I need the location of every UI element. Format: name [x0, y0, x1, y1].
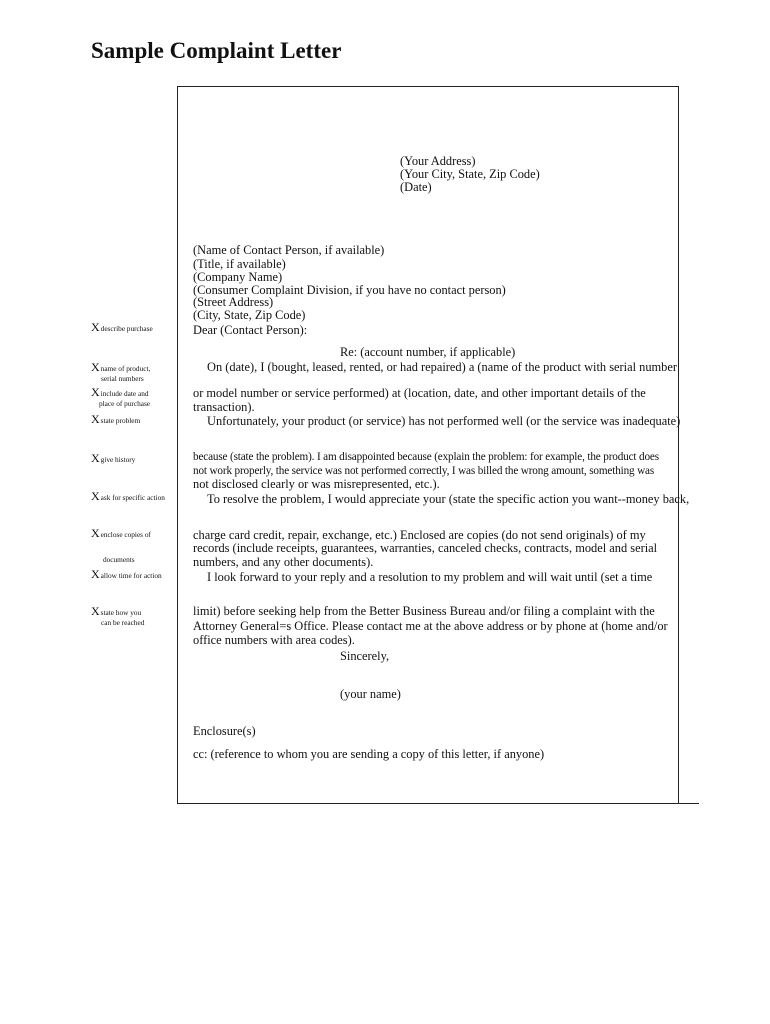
recipient-city-state-zip: (City, State, Zip Code): [193, 308, 306, 322]
x-mark: X: [91, 360, 100, 374]
sender-date: (Date): [400, 180, 432, 194]
recipient-contact: (Name of Contact Person, if available): [193, 243, 385, 257]
margin-note-give-history: Xgive history: [91, 451, 136, 465]
margin-note-ask-action: Xask for specific action: [91, 489, 165, 503]
body-line: transaction).: [193, 400, 255, 414]
margin-note-allow-time: Xallow time for action: [91, 567, 162, 581]
margin-note-place-of-purchase: place of purchase: [99, 399, 151, 408]
margin-note-enclose-copies: Xenclose copies of: [91, 526, 151, 540]
body-line: because (state the problem). I am disappointed because (explain the problem: for example, the product does: [193, 451, 659, 463]
body-line: I look forward to your reply and a resolution to my problem and will wait until (set a time: [207, 570, 653, 584]
body-line: numbers, and any other documents).: [193, 555, 374, 569]
body-line: Attorney General=s Office. Please contact me at the above address or by phone at (home and/or: [193, 619, 668, 633]
recipient-title: (Title, if available): [193, 257, 286, 271]
body-line: office numbers with area codes).: [193, 633, 355, 647]
margin-note-can-be-reached: can be reached: [101, 618, 145, 627]
margin-note-include-date: Xinclude date and: [91, 385, 149, 399]
margin-note-documents: documents: [103, 555, 135, 564]
recipient-street: (Street Address): [193, 295, 274, 309]
x-mark: X: [91, 604, 100, 618]
recipient-company: (Company Name): [193, 270, 283, 284]
body-line: not work properly, the service was not performed correctly, I was billed the wrong amount, something was: [193, 465, 655, 477]
page-title: Sample Complaint Letter: [91, 38, 342, 63]
x-mark: X: [91, 567, 100, 581]
margin-note-describe-purchase: Xdescribe purchase: [91, 320, 153, 334]
recipient-division: (Consumer Complaint Division, if you have no contact person): [193, 283, 506, 297]
cc-line: cc: (reference to whom you are sending a copy of this letter, if anyone): [193, 747, 545, 761]
body-line: limit) before seeking help from the Better Business Bureau and/or filing a complaint with the: [193, 604, 655, 618]
margin-note-name-of-product: Xname of product,: [91, 360, 151, 374]
body-line: or model number or service performed) at (location, date, and other important details of the: [193, 386, 646, 400]
closing: Sincerely,: [340, 649, 390, 663]
signature: (your name): [340, 687, 401, 701]
body-line: charge card credit, repair, exchange, etc.) Enclosed are copies (do not send originals) of my: [193, 528, 646, 542]
x-mark: X: [91, 526, 100, 540]
sender-city-state-zip: (Your City, State, Zip Code): [400, 167, 540, 181]
body-line: Unfortunately, your product (or service) has not performed well (or the service was inadequate): [207, 414, 681, 428]
sender-address: (Your Address): [400, 154, 476, 168]
enclosure: Enclosure(s): [193, 724, 256, 738]
x-mark: X: [91, 385, 100, 399]
x-mark: X: [91, 451, 100, 465]
salutation: Dear (Contact Person):: [193, 323, 308, 337]
body-line: To resolve the problem, I would appreciate your (state the specific action you want--money back,: [207, 492, 690, 506]
body-line: records (include receipts, guarantees, warranties, canceled checks, contracts, model and serial: [193, 541, 658, 555]
margin-note-serial-numbers: serial numbers: [101, 374, 144, 383]
x-mark: X: [91, 412, 100, 426]
re-line: Re: (account number, if applicable): [340, 345, 516, 359]
body-line: not disclosed clearly or was misrepresented, etc.).: [193, 477, 440, 491]
x-mark: X: [91, 489, 100, 503]
margin-note-state-problem: Xstate problem: [91, 412, 141, 426]
margin-note-state-how: Xstate how you: [91, 604, 142, 618]
body-line: On (date), I (bought, leased, rented, or had repaired) a (name of the product with serial number: [207, 360, 677, 374]
x-mark: X: [91, 320, 100, 334]
frame-divider: [679, 803, 699, 804]
